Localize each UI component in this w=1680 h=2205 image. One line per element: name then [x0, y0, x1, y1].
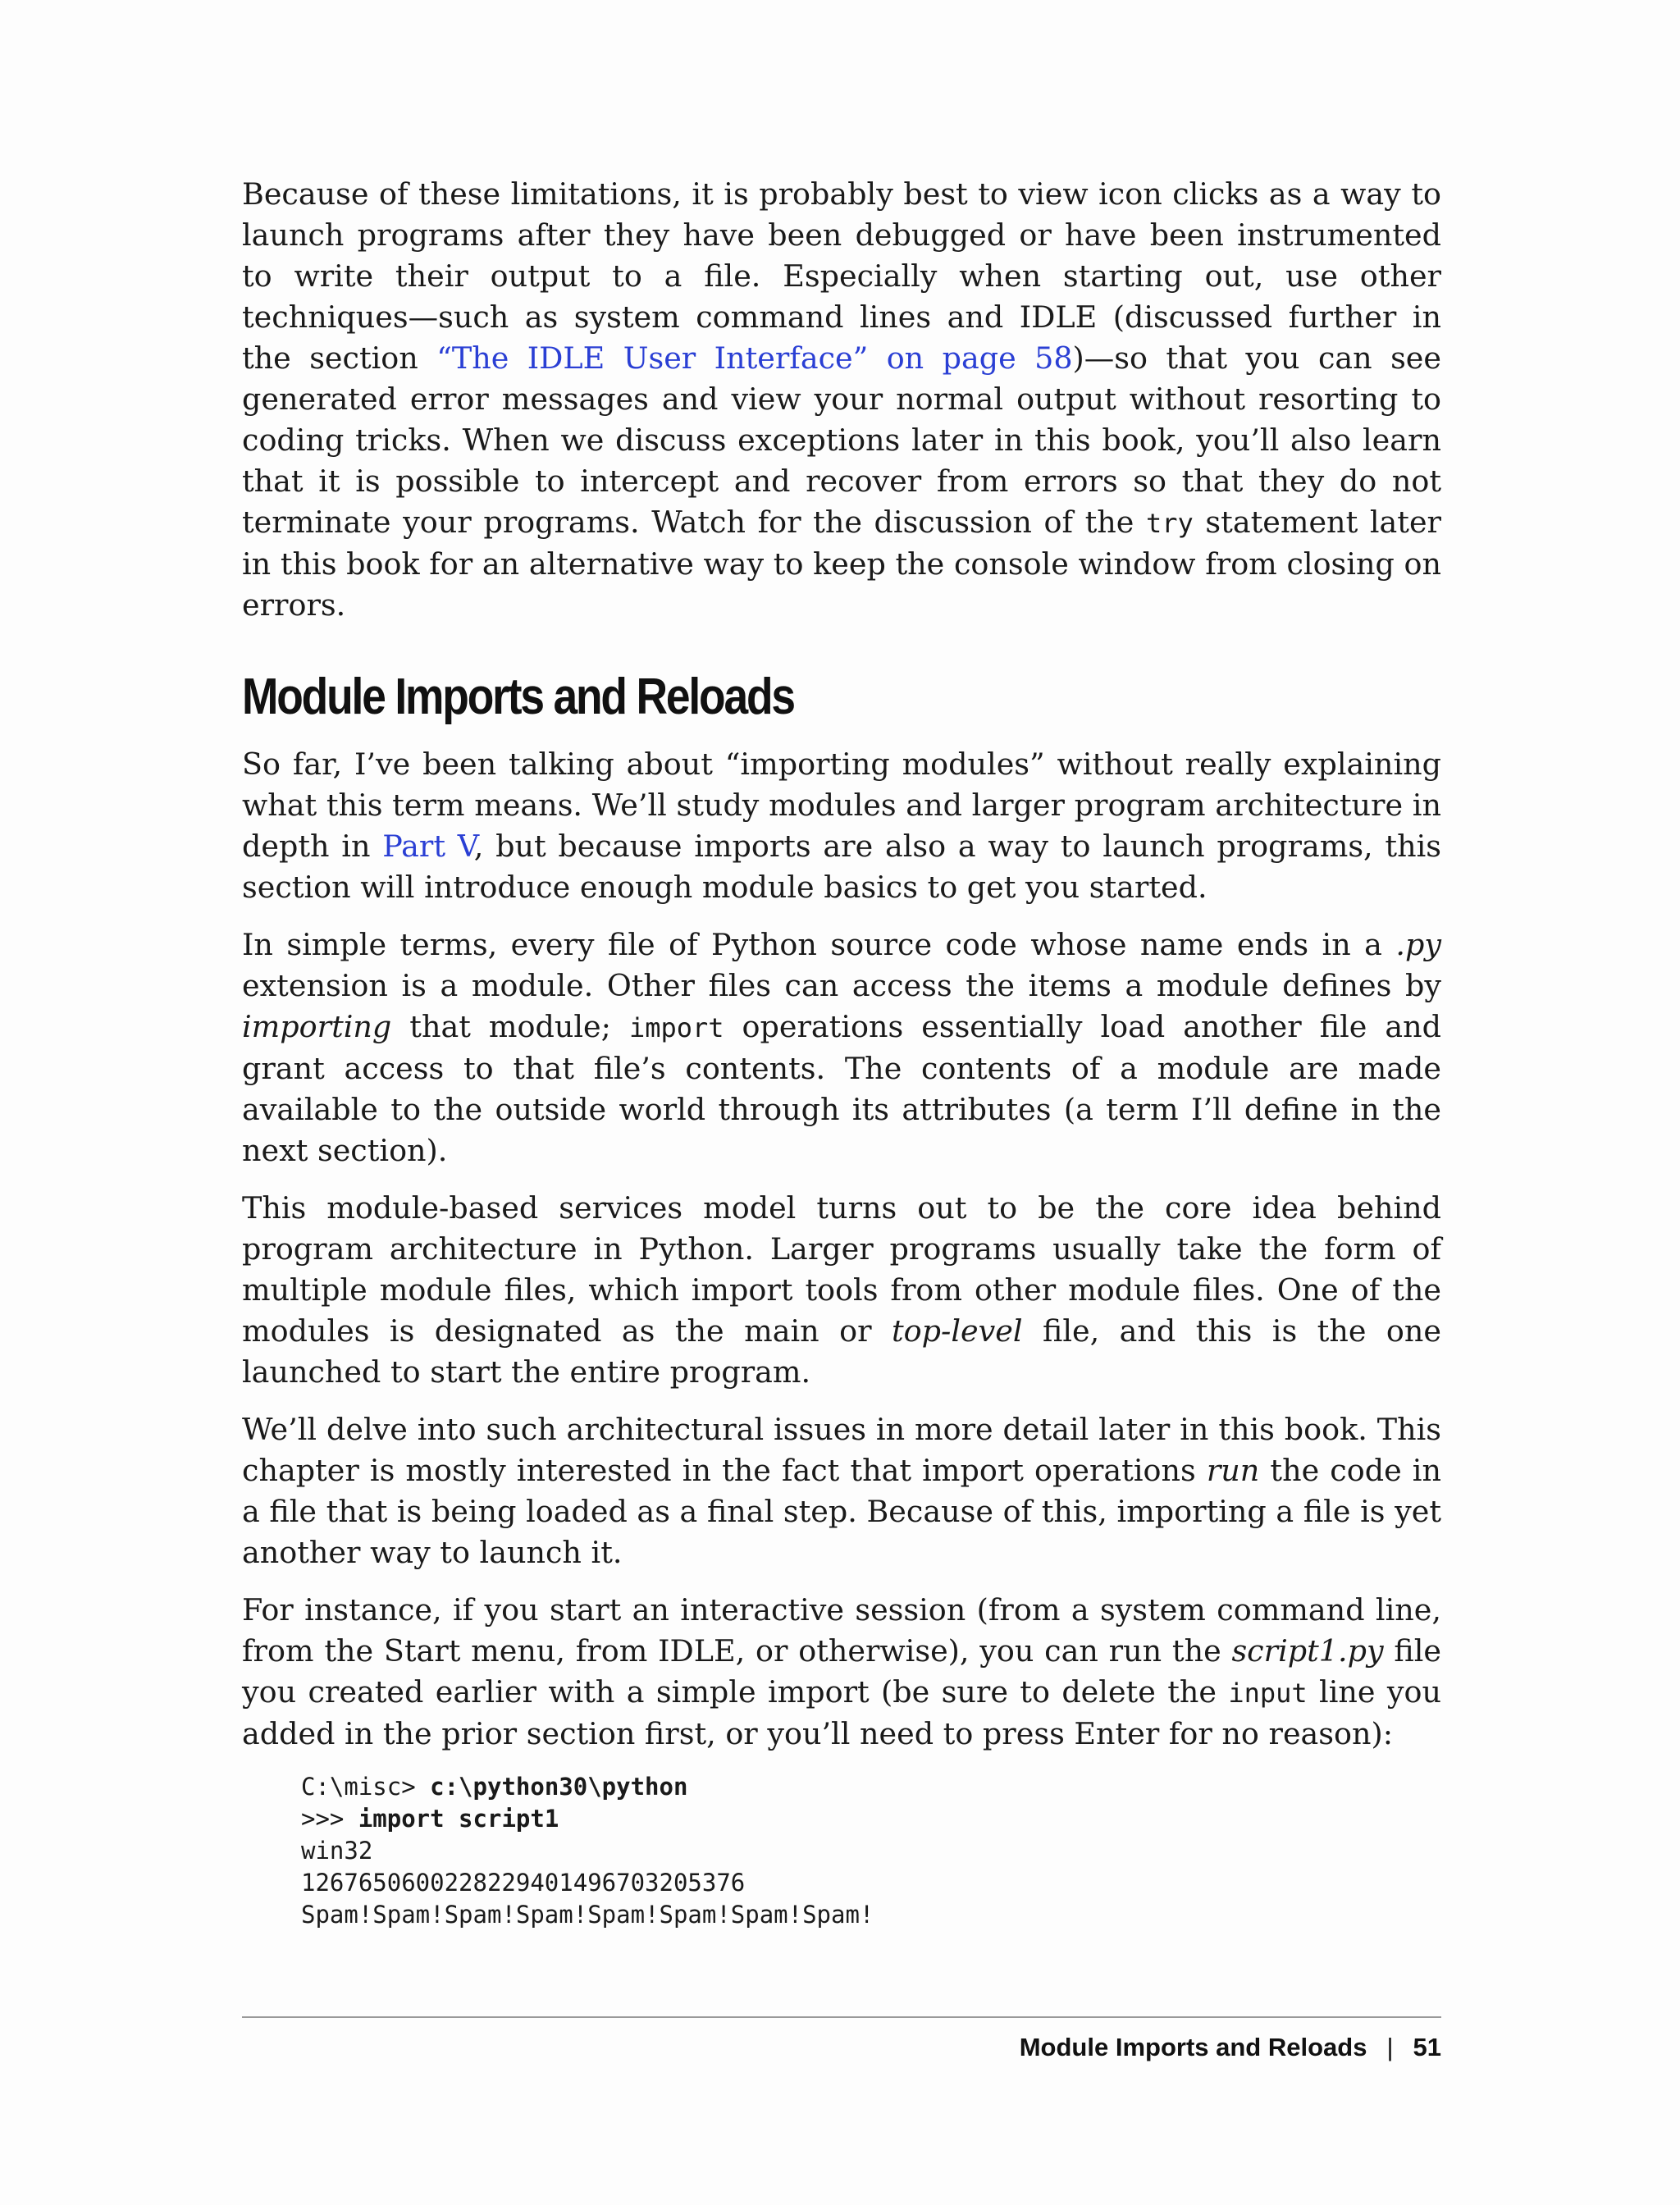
paragraph-architecture: This module-based services model turns out to be the core idea behind program architecture in Python. Larger programs usually take the form of multiple module files, which import tools from other module files. One of the modules is designated as the main or top-level file, and this is the one launched to start the entire program.	[242, 1190, 1441, 1390]
paragraph-module-definition: In simple terms, every file of Python source code whose name ends in a .py extension is a module. Other files can access the items a module defines by importing that module; import operations essentially load another file and grant access to that file’s contents. The contents of a module are made available to the outside world through its attributes (a term I’ll define in the next section).	[242, 927, 1441, 1168]
input-keyword: input	[1228, 1678, 1308, 1709]
section-heading: Module Imports and Reloads	[242, 669, 794, 725]
import-keyword: import	[628, 1012, 724, 1043]
try-keyword: try	[1146, 508, 1194, 539]
page-number: 51	[1413, 2033, 1441, 2061]
footer-title: Module Imports and Reloads	[1019, 2033, 1367, 2061]
paragraph-interactive-session: For instance, if you start an interactive session (from a system command line, from the Start menu, from IDLE, or otherwise), you can run the script1.py file you created earlier with a simple import (be sure to delete the input line you added in the prior section first, or you’ll need to press Enter for no reason):	[242, 1592, 1441, 1751]
intro-paragraph: Because of these limitations, it is probably best to view icon clicks as a way to launch programs after they have been debugged or have been instrumented to write their output to a file. Especially when starting out, use other techniques—such as system command lines and IDLE (discussed further in the section “The IDLE User Interface” on page 58)—so that you can see generated error messages and view your normal output without resorting to coding tricks. When we discuss exceptions later in this book, you’ll also learn that it is possible to intercept and recover from errors so that they do not terminate your programs. Watch for the discussion of the try statement later in this book for an alternative way to keep the console window from closing on errors.	[242, 176, 1442, 623]
paragraph-run-code: We’ll delve into such architectural issues in more detail later in this book. This chapter is mostly interested in the fact that import operations run the code in a file that is being loaded as a final step. Because of this, importing a file is yet another way to launch it.	[242, 1412, 1441, 1570]
paragraph-importing-modules: So far, I’ve been talking about “importing modules” without really explaining what this term means. We’ll study modules and larger program architecture in depth in Part V, but because imports are also a way to launch programs, this section will introduce enough module basics to get you started.	[242, 746, 1441, 905]
footer-divider	[242, 2016, 1441, 2018]
page-content	[242, 174, 1441, 1931]
code-example: C:\misc> c:\python30\python >>> import script1 win32 1267650600228229401496703205376 Spam!Spam!Spam!Spam!Spam!Spam!Spam!Spam!	[301, 1773, 874, 1929]
part-v-link[interactable]: Part V	[382, 829, 474, 864]
footer-separator: |	[1386, 2033, 1394, 2061]
idle-ui-section-link[interactable]: “The IDLE User Interface” on page 58	[436, 340, 1073, 376]
page-footer	[1020, 2033, 1441, 2062]
